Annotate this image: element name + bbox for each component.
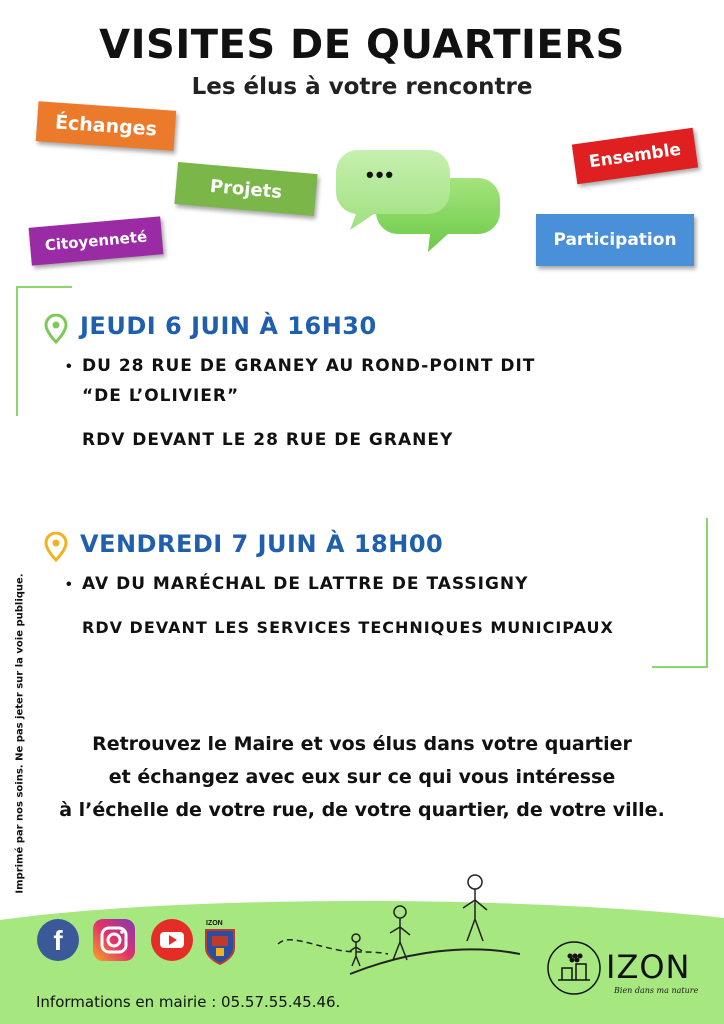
event-meeting-point: RDV DEVANT LES SERVICES TECHNIQUES MUNICIPAUX: [82, 618, 614, 637]
page-subtitle: Les élus à votre rencontre: [191, 74, 533, 100]
youtube-icon[interactable]: [150, 918, 194, 962]
event-date: JEUDI 6 JUIN À 16H30: [80, 312, 377, 340]
tag-participation: Participation: [536, 214, 694, 266]
message-line: à l’échelle de votre rue, de votre quartier, de votre ville.: [59, 799, 665, 821]
contact-info: Informations en mairie : 05.57.55.45.46.: [36, 993, 341, 1011]
tag-ensemble: Ensemble: [572, 128, 698, 185]
izon-logo-text: IZON: [606, 948, 691, 986]
message-line: Retrouvez le Maire et vos élus dans votre quartier: [92, 733, 632, 755]
location-pin-icon: [44, 314, 68, 344]
bullet: •: [66, 358, 72, 375]
tag-echanges: Échanges: [36, 101, 176, 151]
tag-citoyennete: Citoyenneté: [29, 216, 164, 265]
frame-right-line: [706, 518, 708, 668]
chat-dots: •••: [366, 162, 396, 187]
event-meeting-point: RDV DEVANT LE 28 RUE DE GRANEY: [82, 430, 454, 450]
bullet: •: [66, 576, 72, 593]
instagram-icon[interactable]: [92, 918, 136, 962]
walking-family-illustration: [270, 872, 520, 982]
chat-bubbles-icon: [328, 148, 508, 258]
page-title: VISITES DE QUARTIERS: [99, 22, 625, 68]
crest-label: IZON: [206, 920, 223, 927]
svg-text:f: f: [53, 925, 63, 956]
izon-logo-tagline: Bien dans ma nature: [614, 986, 699, 995]
location-pin-icon: [44, 532, 68, 562]
event-route: DU 28 RUE DE GRANEY AU ROND-POINT DIT: [82, 356, 536, 376]
frame-bottom-line: [652, 666, 708, 668]
event-route: AV DU MARÉCHAL DE LATTRE DE TASSIGNY: [82, 574, 529, 594]
event-route-continued: “DE L’OLIVIER”: [82, 386, 240, 406]
izon-logo-emblem-icon: [544, 940, 604, 996]
message-line: et échangez avec eux sur ce qui vous intéresse: [108, 766, 616, 788]
facebook-icon[interactable]: [36, 918, 80, 962]
city-crest-icon: [204, 928, 236, 966]
event-date: VENDREDI 7 JUIN À 18H00: [80, 530, 444, 558]
print-notice: Imprimé par nos soins. Ne pas jeter sur la voie publique.: [14, 573, 26, 894]
frame-left-line: [16, 286, 18, 416]
invitation-message: [0, 728, 724, 827]
tag-projets: Projets: [174, 162, 317, 216]
frame-top-line: [16, 286, 72, 288]
